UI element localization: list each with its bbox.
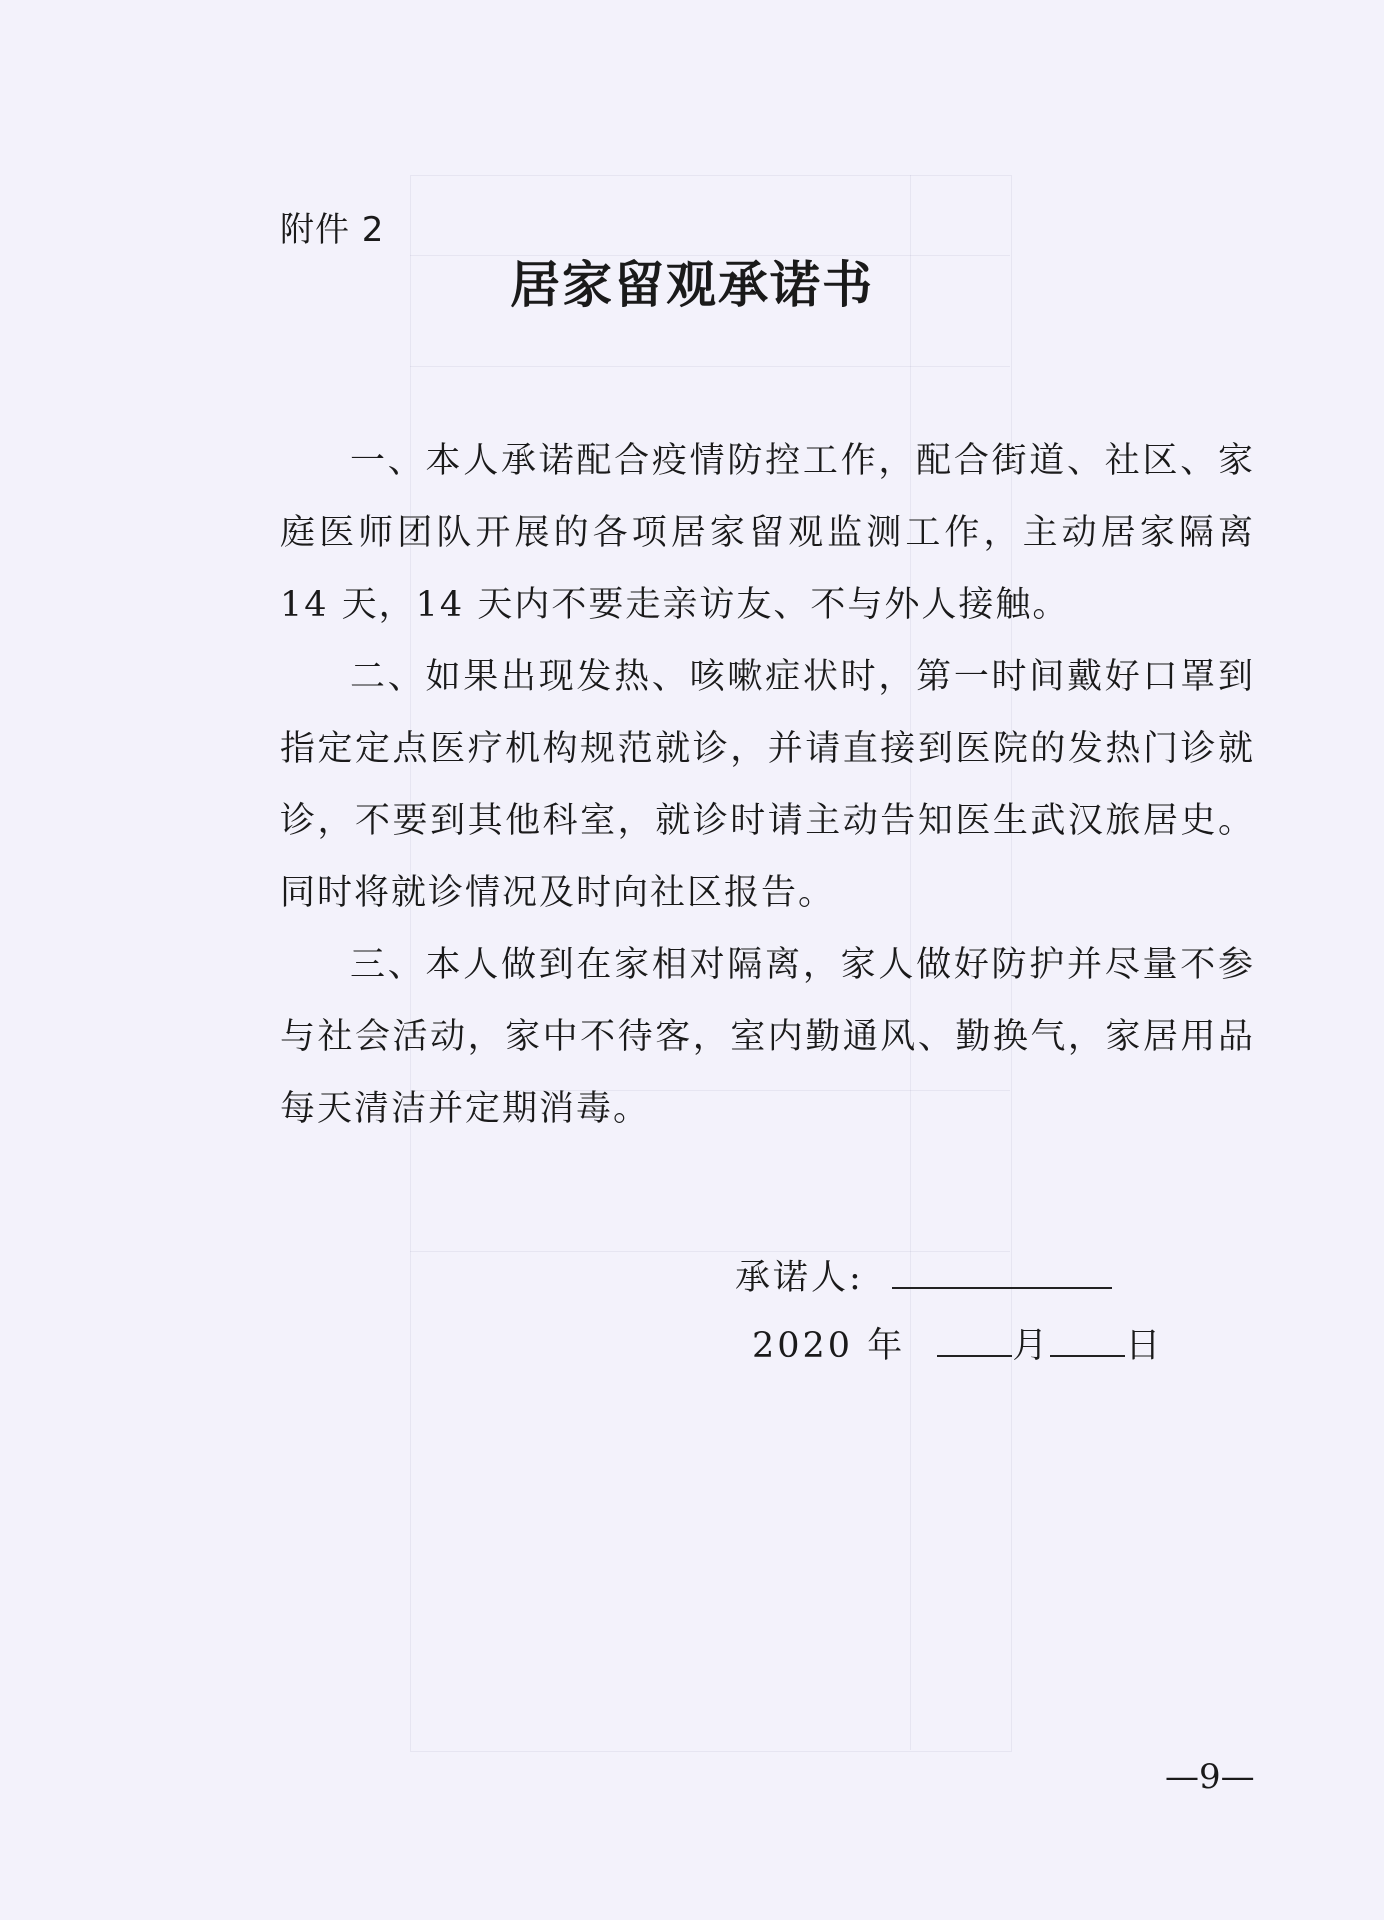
signature-blank xyxy=(892,1259,1112,1289)
date-day: 日 xyxy=(1125,1326,1164,1366)
document-title: 居家留观承诺书 xyxy=(510,255,874,314)
date-month: 月 xyxy=(1012,1326,1051,1366)
signature-line xyxy=(735,1250,1112,1300)
month-blank xyxy=(937,1327,1012,1357)
annex-label: 附件 2 xyxy=(280,210,385,250)
document-body xyxy=(280,425,1255,1145)
paragraph: 一、本人承诺配合疫情防控工作，配合街道、社区、家庭医师团队开展的各项居家留观监测工作，主动居家隔离 14 天，14 天内不要走亲访友、不与外人接触。 xyxy=(280,441,1255,625)
paragraph: 三、本人做到在家相对隔离，家人做好防护并尽量不参与社会活动，家中不待客，室内勤通风、勤换气，家居用品每天清洁并定期消毒。 xyxy=(280,945,1255,1129)
day-blank xyxy=(1050,1327,1125,1357)
date-line xyxy=(752,1318,1163,1368)
page-number: —9— xyxy=(1165,1757,1255,1797)
paragraph: 二、如果出现发热、咳嗽症状时，第一时间戴好口罩到指定定点医疗机构规范就诊，并请直接到医院的发热门诊就诊，不要到其他科室，就诊时请主动告知医生武汉旅居史。同时将就诊情况及时向社区报告。 xyxy=(280,657,1255,913)
date-year: 2020 年 xyxy=(752,1326,906,1366)
signature-label: 承诺人: xyxy=(735,1258,864,1298)
